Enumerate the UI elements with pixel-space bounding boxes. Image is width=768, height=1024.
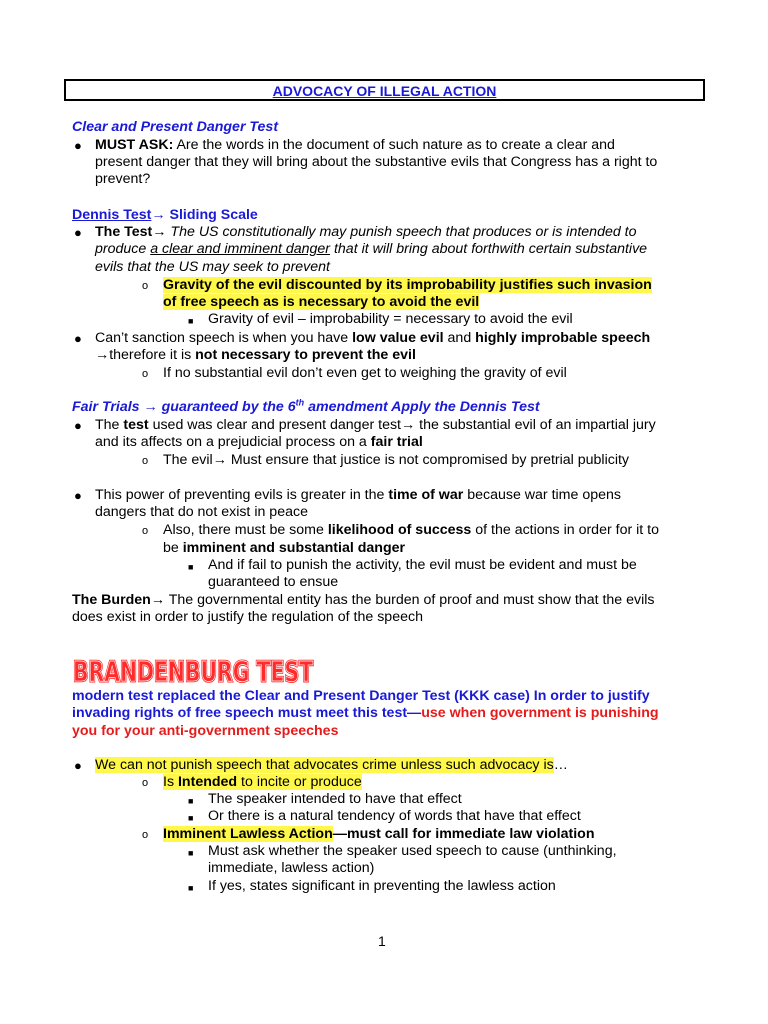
imminent-sub-2: If yes, states significant in preventing the lawless action — [208, 878, 556, 894]
fair-trials-heading: Fair Trials → guaranteed by the 6th amendment Apply the Dennis Test — [72, 397, 540, 415]
cant-sanction-line-1: Can’t sanction speech is when you have low value evil and highly improbable speech — [95, 330, 651, 346]
must-ask-line-3: prevent? — [95, 171, 151, 187]
dennis-test-line-3: evils that the US may seek to prevent — [95, 259, 330, 275]
brandenburg-banner — [70, 651, 316, 689]
title-box — [64, 79, 705, 101]
must-ask-line-2: present danger that they will bring about the substantive evils that Congress has a right to — [95, 154, 658, 170]
evil-line: The evil→ Must ensure that justice is not compromised by pretrial publicity — [163, 452, 630, 468]
circle-bullet-icon: o — [142, 525, 149, 537]
gravity-sub: Gravity of evil – improbability = necessary to avoid the evil — [208, 311, 573, 327]
bullet-icon: ● — [74, 331, 82, 346]
circle-bullet-icon: o — [142, 829, 149, 841]
bullet-icon: ● — [74, 138, 82, 153]
gravity-line-1: Gravity of the evil discounted by its improbability justifies such invasion — [163, 277, 652, 293]
square-bullet-icon: ■ — [188, 813, 194, 823]
fair-line-2: and its affects on a prejudicial process on a fair trial — [95, 434, 423, 450]
page-title: ADVOCACY OF ILLEGAL ACTION — [272, 83, 497, 99]
imminent-sub-1-line-2: immediate, lawless action) — [208, 860, 375, 876]
also-line-1: Also, there must be some likelihood of success of the actions in order for it to — [163, 522, 659, 538]
bullet-icon: ● — [74, 418, 82, 433]
burden-line-2: does exist in order to justify the regulation of the speech — [72, 609, 423, 625]
square-bullet-icon: ■ — [188, 316, 194, 326]
circle-bullet-icon: o — [142, 777, 149, 789]
fair-line-1: The test used was clear and present danger test→ the substantial evil of an impartial jury — [95, 417, 656, 433]
dennis-test-line-2: produce a clear and imminent danger that it will bring about forthwith certain substantive — [95, 241, 648, 257]
svg-text:BRANDENBURG TEST: BRANDENBURG TEST — [73, 655, 313, 688]
brandenburg-intro-line-2: invading rights of free speech must meet this test—use when government is punishing — [72, 705, 659, 721]
brandenburg-intro-line-1: modern test replaced the Clear and Present Danger Test (KKK case) In order to justify — [72, 688, 650, 704]
svg-text:BRANDENBURG TEST: BRANDENBURG TEST — [73, 655, 313, 688]
also-line-2: be imminent and substantial danger — [163, 540, 406, 556]
square-bullet-icon: ■ — [188, 796, 194, 806]
circle-bullet-icon: o — [142, 368, 149, 380]
square-bullet-icon: ■ — [188, 883, 194, 893]
burden-line-1: The Burden→ The governmental entity has the burden of proof and must show that the evils — [72, 592, 655, 608]
bullet-icon: ● — [74, 758, 82, 773]
circle-bullet-icon: o — [142, 280, 149, 292]
dennis-heading: Dennis Test→ Sliding Scale — [72, 207, 258, 223]
no-substantial-evil: If no substantial evil don’t even get to weighing the gravity of evil — [163, 365, 567, 381]
cant-sanction-line-2: →therefore it is not necessary to prevent the evil — [95, 347, 416, 363]
fail-line-2: guaranteed to ensue — [208, 574, 339, 590]
imminent-line: Imminent Lawless Action—must call for immediate law violation — [163, 826, 595, 842]
brandenburg-intro-line-3: you for your anti-government speeches — [72, 723, 339, 739]
page-number: 1 — [378, 933, 386, 949]
square-bullet-icon: ■ — [188, 848, 194, 858]
imminent-sub-1-line-1: Must ask whether the speaker used speech to cause (unthinking, — [208, 843, 617, 859]
cpd-heading: Clear and Present Danger Test — [72, 119, 279, 135]
must-ask-line-1: MUST ASK: Are the words in the document of such nature as to create a clear and — [95, 137, 615, 153]
circle-bullet-icon: o — [142, 455, 149, 467]
square-bullet-icon: ■ — [188, 562, 194, 572]
bullet-icon: ● — [74, 488, 82, 503]
intended-sub-1: The speaker intended to have that effect — [208, 791, 462, 807]
bullet-icon: ● — [74, 225, 82, 240]
intended-line: Is Intended to incite or produce — [163, 774, 362, 790]
cannot-punish-line: We can not punish speech that advocates crime unless such advocacy is… — [95, 757, 568, 773]
brandenburg-banner-art — [70, 651, 316, 689]
dennis-test-line-1: The Test→ The US constitutionally may punish speech that produces or is intended to — [95, 224, 637, 240]
fail-line-1: And if fail to punish the activity, the evil must be evident and must be — [208, 557, 637, 573]
intended-sub-2: Or there is a natural tendency of words that have that effect — [208, 808, 581, 824]
war-line-1: This power of preventing evils is greater in the time of war because war time opens — [95, 487, 621, 503]
war-line-2: dangers that do not exist in peace — [95, 504, 308, 520]
gravity-line-2: of free speech as is necessary to avoid the evil — [163, 294, 480, 310]
